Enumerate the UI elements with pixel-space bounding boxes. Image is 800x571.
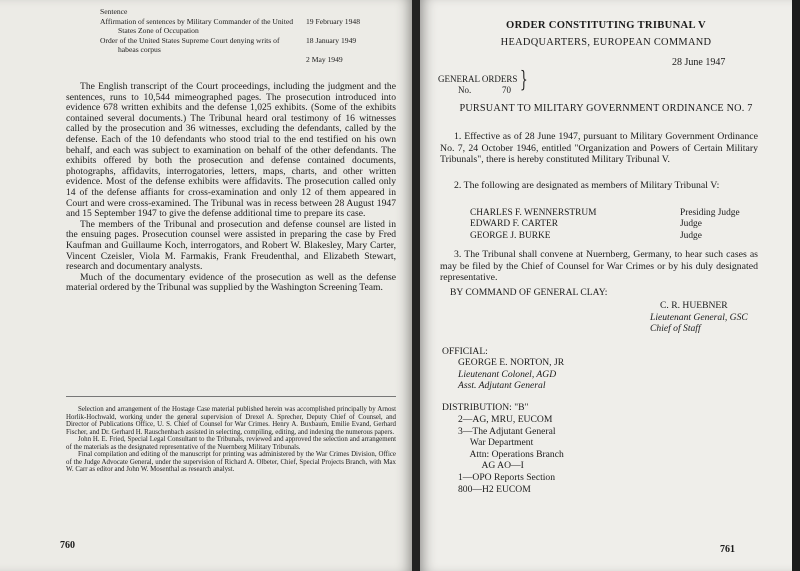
distribution-item: 2—AG, MRU, EUCOM <box>458 414 553 425</box>
book-edge <box>792 0 800 571</box>
order-title: ORDER CONSTITUTING TRIBUNAL V <box>506 20 706 31</box>
official-title: Asst. Adjutant General <box>458 380 546 392</box>
paragraph: Much of the documentary evidence of the prosecution as well as the defense material ordered by the Tribunal was supplied by the Washington Screening Team. <box>66 271 396 294</box>
official-label: OFFICIAL: <box>442 346 488 357</box>
chronology-label: Affirmation of sentences by Military Commander of the United States Zone of Occupation <box>100 17 294 35</box>
brace-icon: } <box>520 68 528 93</box>
footnote-rule <box>66 396 396 397</box>
member-name: GEORGE J. BURKE <box>470 230 551 241</box>
order-paragraph-1 <box>440 131 758 166</box>
official-name: GEORGE E. NORTON, JR <box>458 357 565 368</box>
distribution-item: Attn: Operations Branch <box>458 448 564 460</box>
member-row <box>470 219 760 230</box>
chronology-label: Sentence <box>100 7 128 16</box>
signatory-title: Lieutenant General, GSC <box>650 311 748 323</box>
ordinance-heading <box>420 103 792 115</box>
distribution-item: 3—The Adjutant General <box>458 425 556 437</box>
paragraph: 1. Effective as of 28 June 1947, pursuant to Military Government Ordinance No. 7, 24 October 1946, entitled "Organization and Powers of Certain Military Tribunals", there is hereby constituted Military Tribunal V. <box>440 131 758 166</box>
footnote-paragraph: Final compilation and editing of the manuscript for printing was administered by the War Crimes Division, Office of the Judge Advocate General, under the supervision of Richard A. Olbeter, Chief, Special Projects Branch, with Max W. Carr as editor and John W. Mosenthal as research analyst. <box>66 451 396 473</box>
order-paragraph-3 <box>440 249 758 284</box>
member-name: EDWARD F. CARTER <box>470 219 559 230</box>
chronology-table <box>100 8 400 66</box>
paragraph: 2. The following are designated as members of Military Tribunal V: <box>454 180 720 191</box>
ordinance-heading-text: PURSUANT TO MILITARY GOVERNMENT ORDINANCE NO. 7 <box>459 103 753 114</box>
order-number-label: No. <box>458 85 472 95</box>
page-number: 760 <box>60 540 75 551</box>
chronology-label: Order of the United States Supreme Court denying writs of habeas corpus <box>100 36 280 54</box>
headquarters-heading: HEADQUARTERS, EUROPEAN COMMAND <box>500 37 712 48</box>
distribution-item: AG AO—I <box>458 460 524 472</box>
signatory-name: C. R. HUEBNER <box>660 300 728 311</box>
body-text <box>66 82 396 294</box>
signature-block <box>650 300 748 335</box>
member-role: Judge <box>680 219 702 230</box>
footnote-paragraph: Selection and arrangement of the Hostage Case material published herein was accomplished principally by Arnost Horlik-Hochwald, working under the general supervision of Drexel A. Sprecher, Deputy Chief of Counsel, and Director of Publications Office, U. S. Chief of Counsel for War Crimes. Henry A. Buxbaum, Emilie Evand, Gerhard Fischer, and Dr. Gerhard H. Rauschenbach assisted in selecting, compiling, editing, and indexing the numerous papers. <box>66 406 396 436</box>
member-role: Presiding Judge <box>680 208 740 218</box>
chronology-row <box>100 18 400 35</box>
distribution-item: 1—OPO Reports Section <box>458 471 556 483</box>
distribution-item: 800—H2 EUCOM <box>458 483 531 495</box>
distribution-label: DISTRIBUTION: "B" <box>442 402 529 413</box>
official-title: Lieutenant Colonel, AGD <box>458 368 557 380</box>
order-paragraph-2 <box>440 180 758 192</box>
member-row <box>470 231 760 242</box>
chronology-date: 18 January 1949 <box>306 36 357 46</box>
signatory-title: Chief of Staff <box>650 323 701 335</box>
official-block <box>458 357 564 392</box>
distribution-item: War Department <box>458 437 534 449</box>
paragraph: 3. The Tribunal shall convene at Nuernberg, Germany, to hear such cases as may be filed by the Chief of Counsel for War Crimes or by his duly designated representative. <box>440 249 758 284</box>
distribution-list <box>458 414 564 495</box>
order-date: 28 June 1947 <box>672 57 726 68</box>
member-name: CHARLES F. WENNERSTRUM <box>470 208 597 218</box>
page-number: 761 <box>720 544 735 555</box>
footnote-paragraph: John H. E. Fried, Special Legal Consultant to the Tribunals, reviewed and approved the selection and arrangement of the materials as the designated representative of the Nuernberg Military Tribunals. <box>66 436 396 451</box>
paragraph: The English transcript of the Court proceedings, including the judgment and the sentences, runs to 10,544 mimeographed pages. The prosecution introduced into evidence 678 written exhibits and the defense 1,025 exhibits. (Some of the exhibits contained several documents.) The Tribunal heard oral testimony of 16 witnesses called by the prosecution and 36 witnesses, excluding the defendants, called by the defense. Each of the 10 defendants who stood trial to the end testified on his own behalf, and each was subject to examination on behalf of the other defendants. The exhibits offered by both the prosecution and defense contained documents, photographs, affidavits, interrogatories, letters, maps, charts, and other written evidence. Most of the defense exhibits were affidavits. The prosecution called only 14 of the defense affiants for cross-examination and only 12 of them appeared in Court and were cross-examined. The Tribunal was in recess between 28 August 1947 and 15 September 1947 to give the defense additional time to prepare its case. <box>66 81 396 220</box>
right-page <box>420 0 792 571</box>
member-row <box>470 208 760 219</box>
member-role: Judge <box>680 230 702 241</box>
chronology-date: 2 May 1949 <box>306 55 343 65</box>
chronology-row <box>100 56 400 64</box>
order-number: 70 <box>502 85 511 95</box>
tribunal-members <box>470 208 760 242</box>
chronology-row <box>100 37 400 54</box>
general-orders-label: GENERAL ORDERS <box>438 74 518 84</box>
chronology-row <box>100 8 400 16</box>
footnote <box>66 406 396 474</box>
chronology-date: 19 February 1948 <box>306 17 360 27</box>
by-command-line: BY COMMAND OF GENERAL CLAY: <box>450 287 608 298</box>
paragraph: The members of the Tribunal and prosecution and defense counsel are listed in the ensuing pages. Prosecution counsel were assisted in preparing the case by Fred Kaufman and Guillaume Koch, interrogators, and Robert W. Blakesley, Mary Carter, Vincent Czeisler, Viola M. Farmakis, Frank Freudenthal, and Elizabeth Stewart, research and documentary analysts. <box>66 218 396 273</box>
book-gutter <box>412 0 420 571</box>
